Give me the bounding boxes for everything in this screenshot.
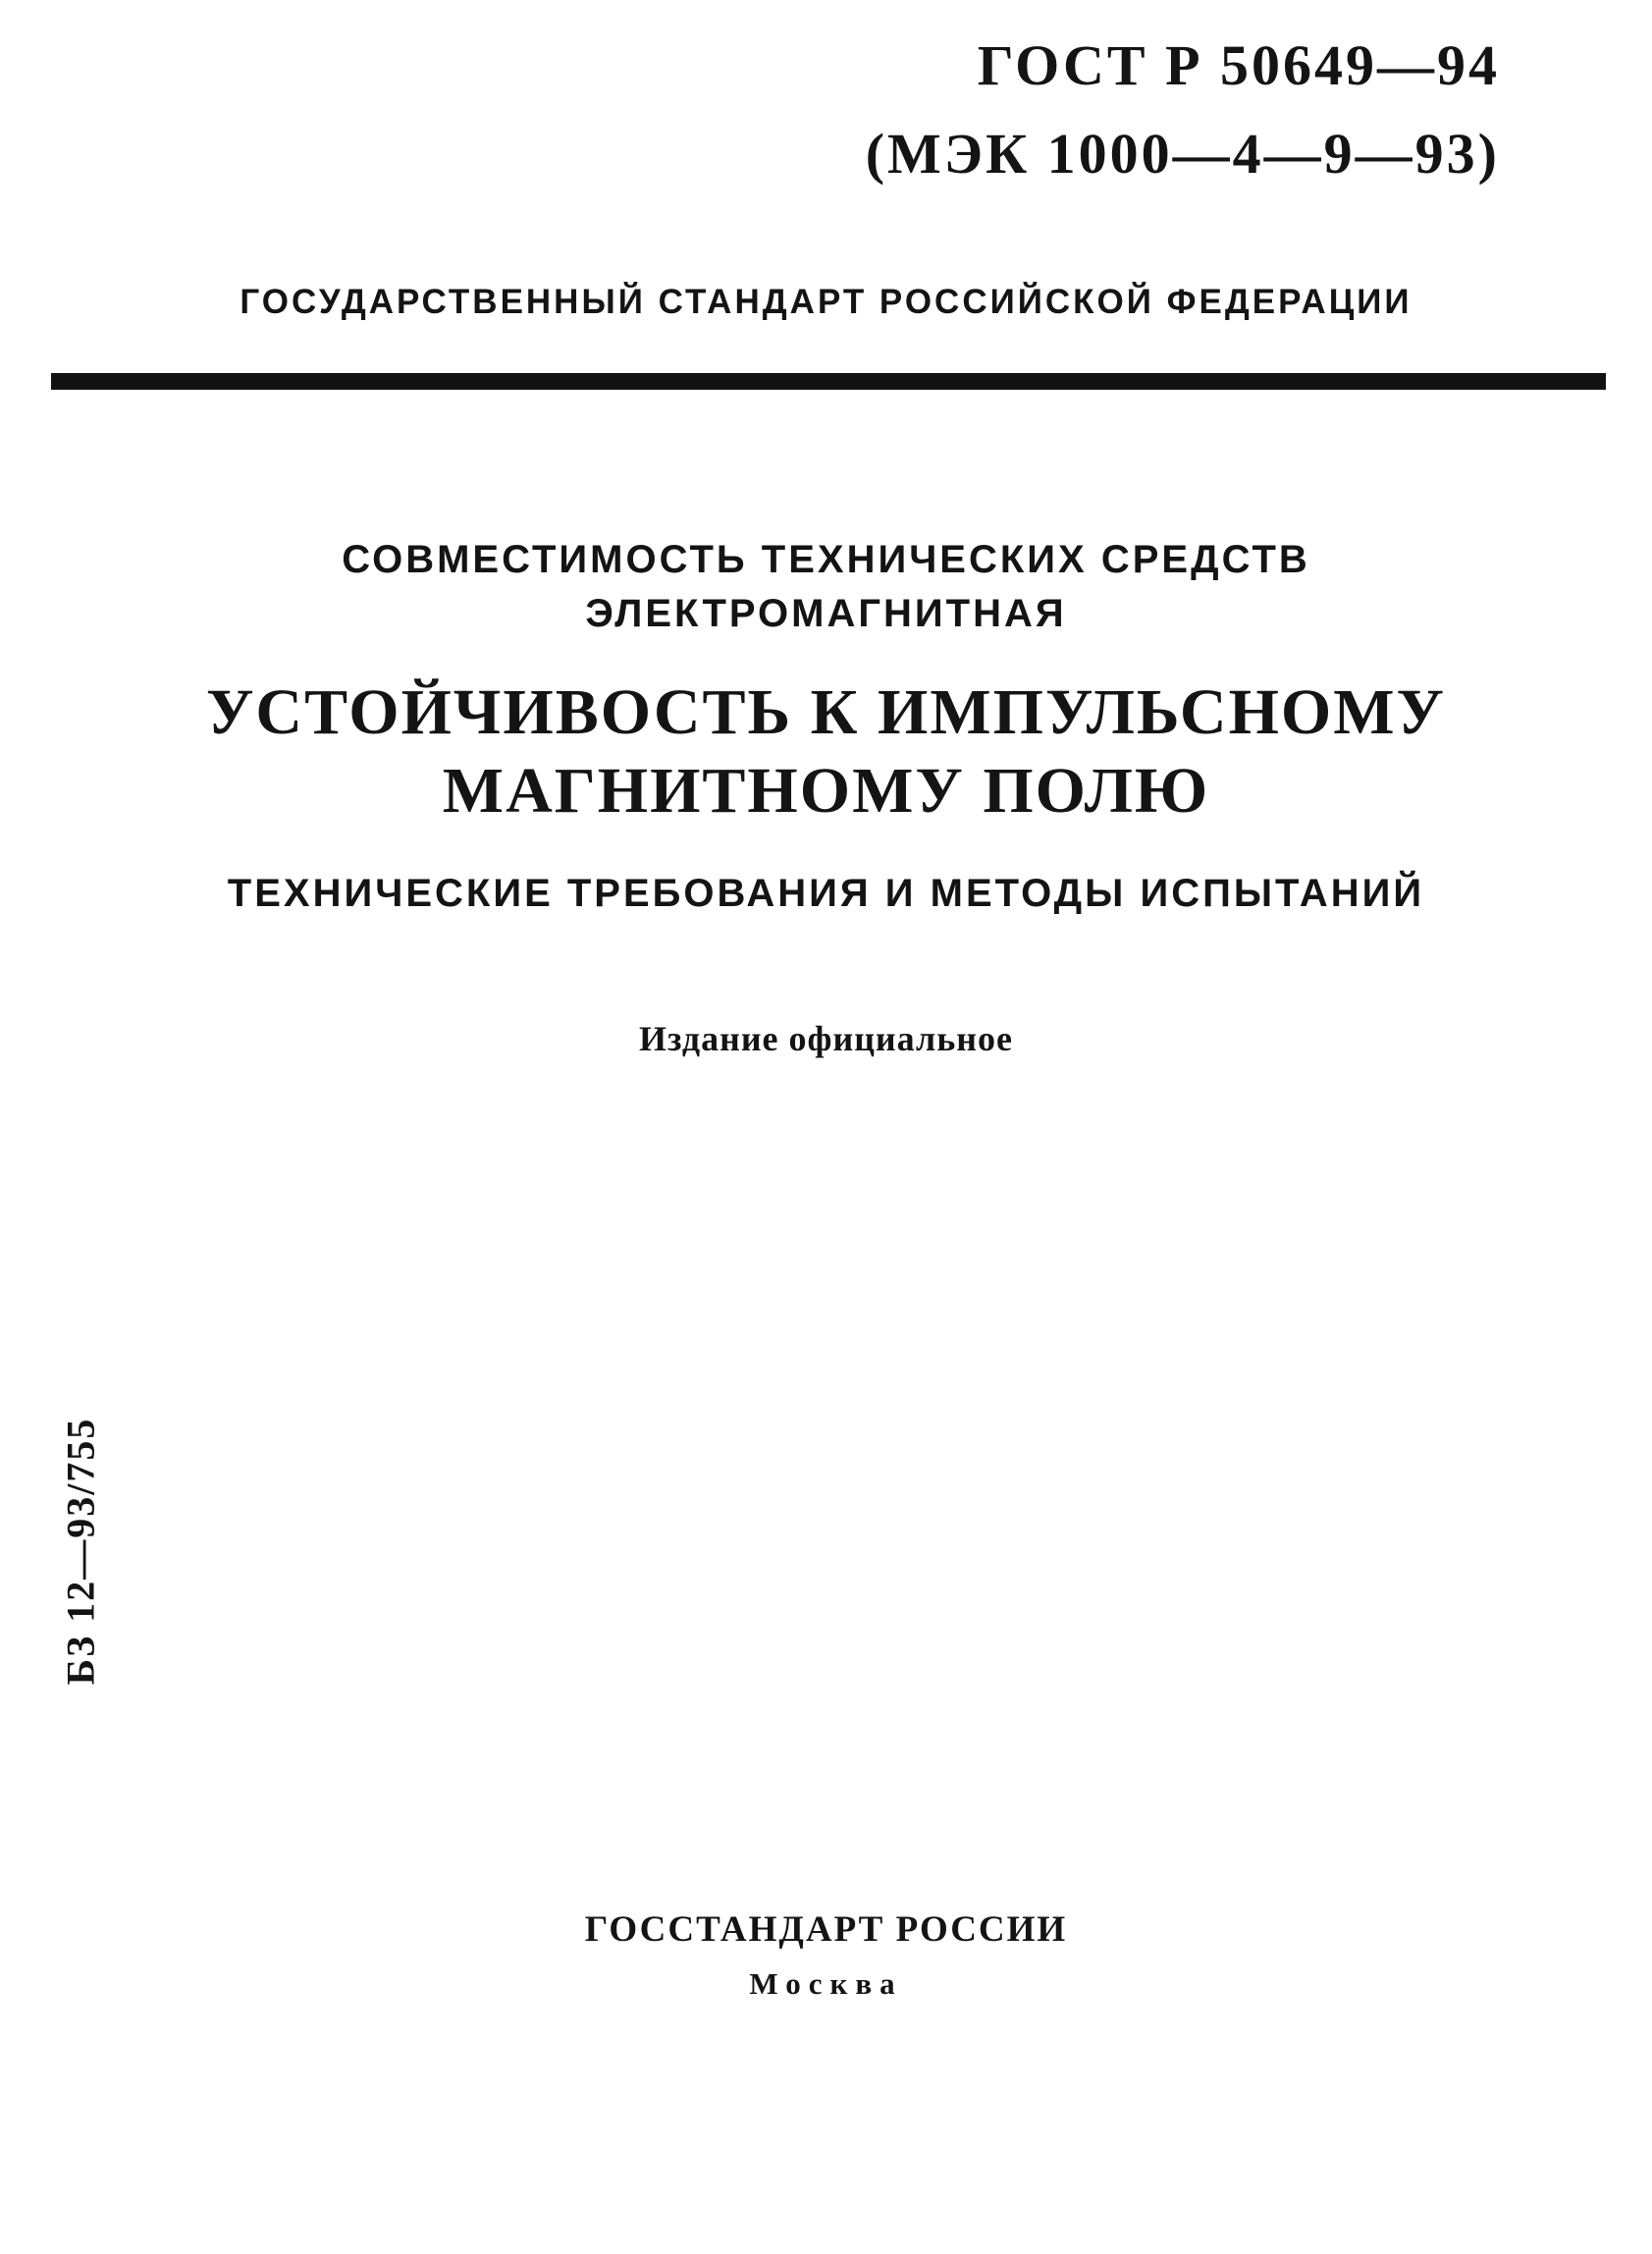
group-title-line-2: ЭЛЕКТРОМАГНИТНАЯ	[585, 592, 1067, 635]
iec-number: (МЭК 1000—4—9—93)	[865, 122, 1500, 186]
publisher: ГОССТАНДАРТ РОССИИ	[584, 1909, 1068, 1950]
city: Москва	[749, 1966, 903, 2001]
standard-type: ГОСУДАРСТВЕННЫЙ СТАНДАРТ РОССИЙСКОЙ ФЕДЕРАЦИИ	[240, 283, 1412, 321]
edition-label: Издание официальное	[639, 1019, 1013, 1058]
header-rule	[51, 373, 1606, 390]
main-title-line-1: УСТОЙЧИВОСТЬ К ИМПУЛЬСНОМУ	[206, 676, 1446, 748]
subtitle: ТЕХНИЧЕСКИЕ ТРЕБОВАНИЯ И МЕТОДЫ ИСПЫТАНИЙ	[227, 872, 1425, 915]
group-title-line-1: СОВМЕСТИМОСТЬ ТЕХНИЧЕСКИХ СРЕДСТВ	[342, 538, 1310, 581]
main-title-line-2: МАГНИТНОМУ ПОЛЮ	[442, 755, 1210, 827]
gost-number: ГОСТ Р 50649—94	[977, 33, 1500, 97]
side-code: БЗ 12—93/755	[58, 1417, 103, 1686]
